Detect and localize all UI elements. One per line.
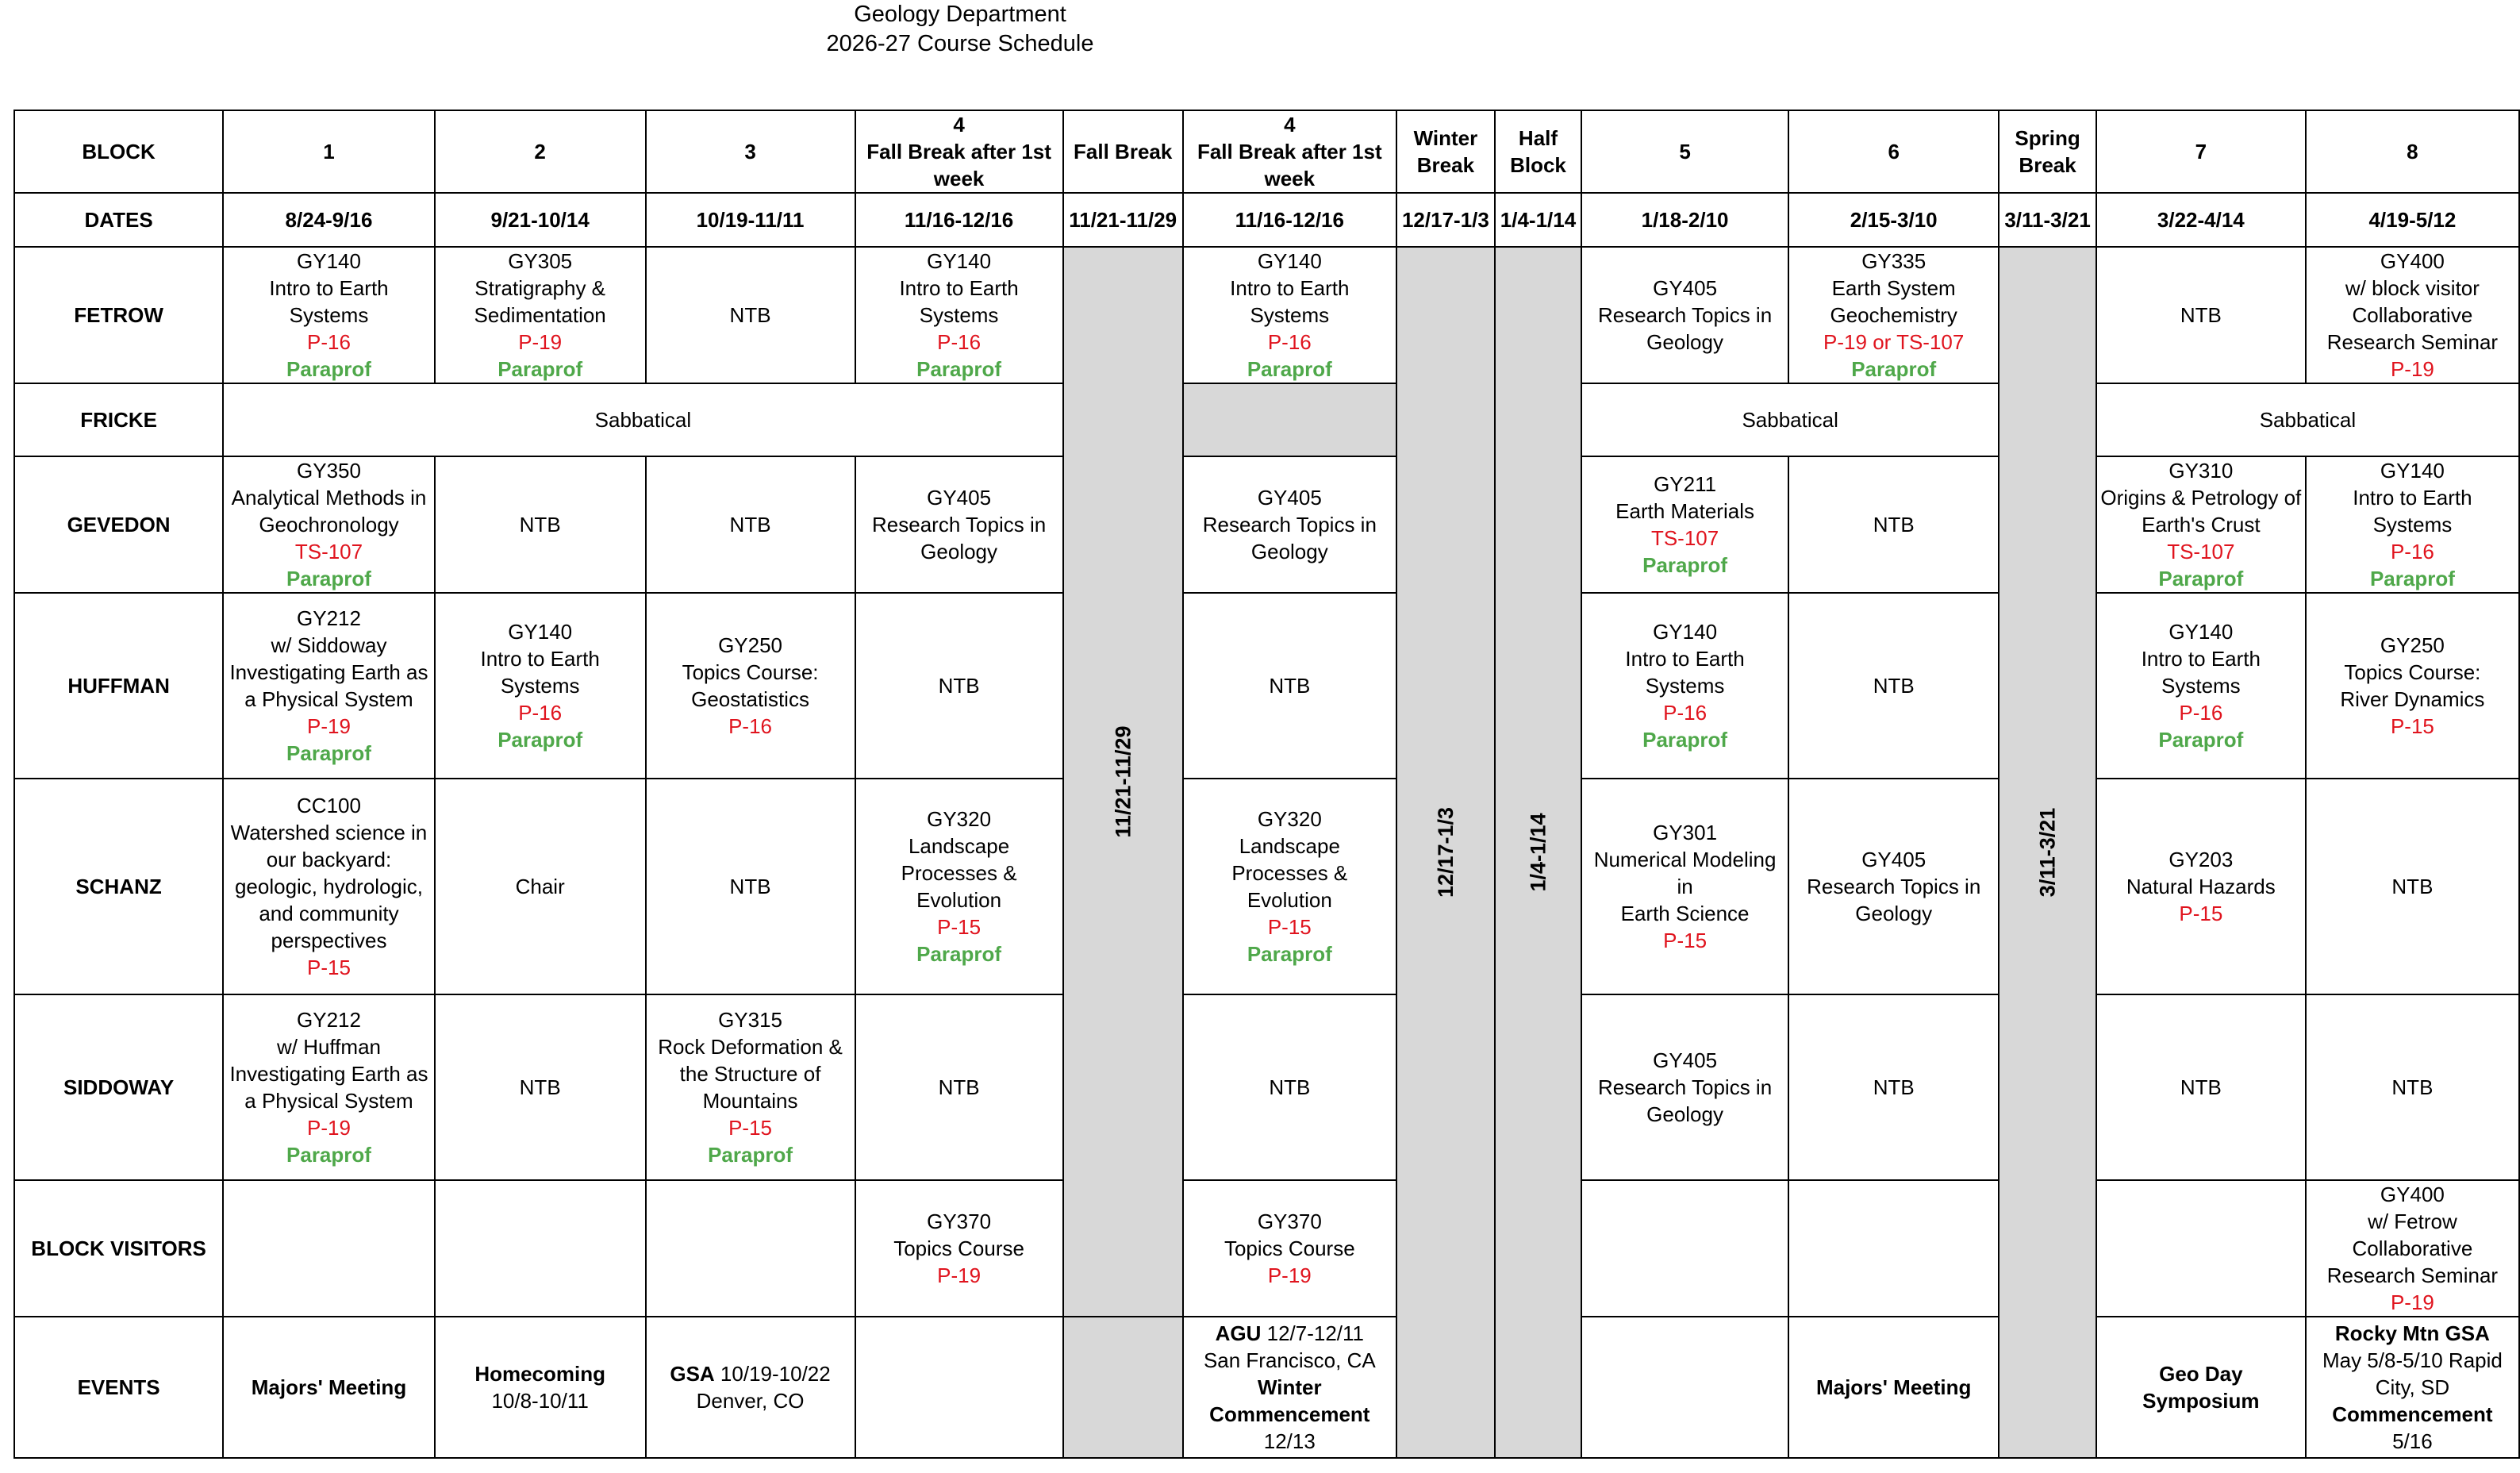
huffman-block-3: GY250 Topics Course: Geostatistics P-16	[646, 593, 855, 779]
schanz-block-8: NTB	[2306, 779, 2519, 994]
block-1-header: 1	[223, 110, 435, 193]
visitors-block-1	[223, 1180, 435, 1317]
block-label: BLOCK	[14, 110, 223, 193]
block-6-header: 6	[1788, 110, 1999, 193]
siddoway-block-3: GY315 Rock Deformation & the Structure of Mountains P-15 Paraprof	[646, 994, 855, 1180]
siddoway-block-2: NTB	[435, 994, 646, 1180]
block-5-header: 5	[1581, 110, 1788, 193]
block-7-header: 7	[2096, 110, 2306, 193]
fetrow-block-4a: GY140 Intro to Earth Systems P-16 Paraprof	[855, 247, 1063, 383]
siddoway-block-8: NTB	[2306, 994, 2519, 1180]
siddoway-block-6: NTB	[1788, 994, 1999, 1180]
gevedon-block-4a: GY405 Research Topics in Geology	[855, 456, 1063, 593]
fetrow-block-8: GY400 w/ block visitor Collaborative Research Seminar P-19	[2306, 247, 2519, 383]
huffman-block-4a: NTB	[855, 593, 1063, 779]
visitors-block-4a: GY370 Topics Course P-19	[855, 1180, 1063, 1317]
gevedon-block-7: GY310 Origins & Petrology of Earth's Crust TS-107 Paraprof	[2096, 456, 2306, 593]
huffman-block-4b: NTB	[1183, 593, 1396, 779]
events-block-6: Majors' Meeting	[1788, 1317, 1999, 1458]
huffman-block-2: GY140 Intro to Earth Systems P-16 Paraprof	[435, 593, 646, 779]
block-4a-header: 4 Fall Break after 1st week	[855, 110, 1063, 193]
fall-break-header: Fall Break	[1063, 110, 1183, 193]
gevedon-block-2: NTB	[435, 456, 646, 593]
fetrow-block-4b: GY140 Intro to Earth Systems P-16 Paraprof	[1183, 247, 1396, 383]
table-row	[14, 994, 2519, 1180]
siddoway-block-4b: NTB	[1183, 994, 1396, 1180]
siddoway-block-1: GY212 w/ Huffman Investigating Earth as a Physical System P-19 Paraprof	[223, 994, 435, 1180]
huffman-block-5: GY140 Intro to Earth Systems P-16 Paraprof	[1581, 593, 1788, 779]
schanz-block-6: GY405 Research Topics in Geology	[1788, 779, 1999, 994]
block-header-row	[14, 110, 2519, 193]
dates-fall-break: 11/21-11/29	[1063, 193, 1183, 247]
row-label-huffman: HUFFMAN	[14, 593, 223, 779]
spring-break-header: Spring Break	[1999, 110, 2096, 193]
row-label-block-visitors: BLOCK VISITORS	[14, 1180, 223, 1317]
dates-block-4a: 11/16-12/16	[855, 193, 1063, 247]
table-row	[14, 383, 2519, 456]
table-row	[14, 247, 2519, 383]
gevedon-block-8: GY140 Intro to Earth Systems P-16 Paraprof	[2306, 456, 2519, 593]
row-label-schanz: SCHANZ	[14, 779, 223, 994]
dates-block-8: 4/19-5/12	[2306, 193, 2519, 247]
events-block-8: Rocky Mtn GSA May 5/8-5/10 Rapid City, SD Commencement 5/16	[2306, 1317, 2519, 1458]
schanz-block-1: CC100 Watershed science in our backyard: geologic, hydrologic, and community perspectives P-15	[223, 779, 435, 994]
gevedon-block-5: GY211 Earth Materials TS-107 Paraprof	[1581, 456, 1788, 593]
visitors-block-3	[646, 1180, 855, 1317]
dates-winter-break: 12/17-1/3	[1396, 193, 1495, 247]
dates-half-block: 1/4-1/14	[1495, 193, 1581, 247]
fall-break-column: 11/21-11/29	[1063, 247, 1183, 1317]
events-block-4b: AGU 12/7-12/11 San Francisco, CA Winter Commencement 12/13	[1183, 1317, 1396, 1458]
row-label-fricke: FRICKE	[14, 383, 223, 456]
gevedon-block-1: GY350 Analytical Methods in Geochronology TS-107 Paraprof	[223, 456, 435, 593]
spring-break-column: 3/11-3/21	[1999, 247, 2096, 1458]
block-2-header: 2	[435, 110, 646, 193]
huffman-block-6: NTB	[1788, 593, 1999, 779]
schanz-block-4b: GY320 Landscape Processes & Evolution P-15 Paraprof	[1183, 779, 1396, 994]
table-row	[14, 1180, 2519, 1317]
table-row	[14, 593, 2519, 779]
dates-row	[14, 193, 2519, 247]
dates-block-6: 2/15-3/10	[1788, 193, 1999, 247]
visitors-block-2	[435, 1180, 646, 1317]
row-label-gevedon: GEVEDON	[14, 456, 223, 593]
fetrow-block-2: GY305 Stratigraphy & Sedimentation P-19 Paraprof	[435, 247, 646, 383]
block-8-header: 8	[2306, 110, 2519, 193]
fetrow-block-6: GY335 Earth System Geochemistry P-19 or TS-107 Paraprof	[1788, 247, 1999, 383]
visitors-block-8: GY400 w/ Fetrow Collaborative Research Seminar P-19	[2306, 1180, 2519, 1317]
gevedon-block-4b: GY405 Research Topics in Geology	[1183, 456, 1396, 593]
dates-block-7: 3/22-4/14	[2096, 193, 2306, 247]
winter-break-header: Winter Break	[1396, 110, 1495, 193]
row-label-events: EVENTS	[14, 1317, 223, 1458]
table-row	[14, 456, 2519, 593]
events-block-4a	[855, 1317, 1063, 1458]
huffman-block-1: GY212 w/ Siddoway Investigating Earth as a Physical System P-19 Paraprof	[223, 593, 435, 779]
half-block-header: Half Block	[1495, 110, 1581, 193]
visitors-block-7	[2096, 1180, 2306, 1317]
gevedon-block-6: NTB	[1788, 456, 1999, 593]
huffman-block-7: GY140 Intro to Earth Systems P-16 Paraprof	[2096, 593, 2306, 779]
huffman-block-8: GY250 Topics Course: River Dynamics P-15	[2306, 593, 2519, 779]
events-block-7: Geo Day Symposium	[2096, 1317, 2306, 1458]
events-block-1: Majors' Meeting	[223, 1317, 435, 1458]
fetrow-block-3: NTB	[646, 247, 855, 383]
half-block-column: 1/4-1/14	[1495, 247, 1581, 1458]
visitors-block-6	[1788, 1180, 1999, 1317]
page-title: Geology Department	[854, 2, 1066, 27]
row-label-siddoway: SIDDOWAY	[14, 994, 223, 1180]
page-titles	[0, 0, 1920, 59]
block-4b-header: 4 Fall Break after 1st week	[1183, 110, 1396, 193]
siddoway-block-5: GY405 Research Topics in Geology	[1581, 994, 1788, 1180]
fricke-block-4b	[1183, 383, 1396, 456]
table-row	[14, 779, 2519, 994]
dates-block-4b: 11/16-12/16	[1183, 193, 1396, 247]
visitors-block-5	[1581, 1180, 1788, 1317]
row-label-fetrow: FETROW	[14, 247, 223, 383]
visitors-block-4b: GY370 Topics Course P-19	[1183, 1180, 1396, 1317]
events-fall-break	[1063, 1317, 1183, 1458]
fricke-sabbatical-spring: Sabbatical	[2096, 383, 2519, 456]
dates-block-1: 8/24-9/16	[223, 193, 435, 247]
events-block-5	[1581, 1317, 1788, 1458]
siddoway-block-4a: NTB	[855, 994, 1063, 1180]
schanz-block-7: GY203 Natural Hazards P-15	[2096, 779, 2306, 994]
table-row	[14, 1317, 2519, 1458]
dates-spring-break: 3/11-3/21	[1999, 193, 2096, 247]
fetrow-block-7: NTB	[2096, 247, 2306, 383]
dates-label: DATES	[14, 193, 223, 247]
events-block-2: Homecoming 10/8-10/11	[435, 1317, 646, 1458]
schanz-block-3: NTB	[646, 779, 855, 994]
dates-block-5: 1/18-2/10	[1581, 193, 1788, 247]
events-block-3: GSA 10/19-10/22 Denver, CO	[646, 1317, 855, 1458]
fetrow-block-1: GY140 Intro to Earth Systems P-16 Paraprof	[223, 247, 435, 383]
winter-break-column: 12/17-1/3	[1396, 247, 1495, 1458]
dates-block-2: 9/21-10/14	[435, 193, 646, 247]
fricke-sabbatical-fall: Sabbatical	[223, 383, 1062, 456]
gevedon-block-3: NTB	[646, 456, 855, 593]
page-subtitle: 2026-27 Course Schedule	[826, 31, 1094, 56]
block-3-header: 3	[646, 110, 855, 193]
schanz-block-5: GY301 Numerical Modeling in Earth Science P-15	[1581, 779, 1788, 994]
schedule-table	[13, 110, 2520, 1459]
schanz-block-4a: GY320 Landscape Processes & Evolution P-15 Paraprof	[855, 779, 1063, 994]
dates-block-3: 10/19-11/11	[646, 193, 855, 247]
fricke-sabbatical-winter: Sabbatical	[1581, 383, 1999, 456]
fetrow-block-5: GY405 Research Topics in Geology	[1581, 247, 1788, 383]
siddoway-block-7: NTB	[2096, 994, 2306, 1180]
schanz-block-2: Chair	[435, 779, 646, 994]
